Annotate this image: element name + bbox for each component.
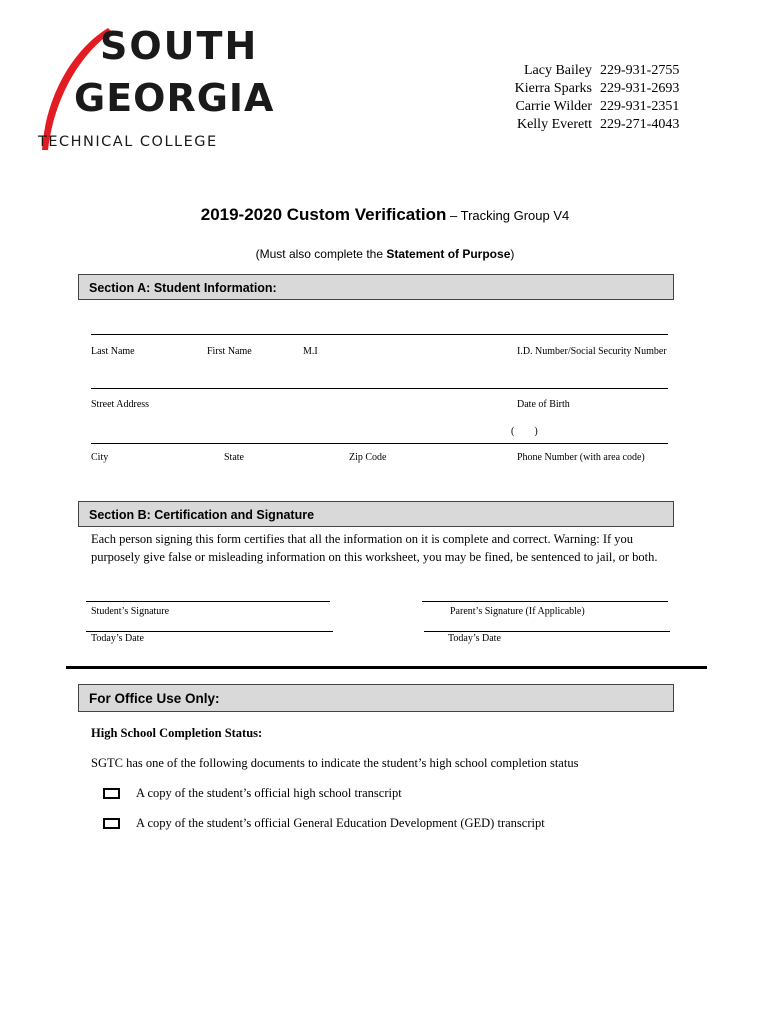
phone-number-label: Phone Number (with area code) [517, 452, 645, 463]
last-name-label: Last Name [91, 346, 135, 357]
page-subtitle [0, 247, 770, 261]
city-line[interactable] [91, 443, 668, 444]
first-name-label: First Name [207, 346, 252, 357]
transcript-checkbox[interactable] [103, 788, 120, 799]
date-of-birth-label: Date of Birth [517, 399, 570, 410]
contact-phone: 229-271-4043 [600, 117, 680, 132]
contact-phone: 229-931-2351 [600, 99, 680, 114]
contact-row [500, 98, 679, 116]
transcript-option-label: A copy of the student’s official high school transcript [136, 786, 402, 800]
certification-text: Each person signing this form certifies that all the information on it is complete and correct. Warning: If you purposely give false or misleading information on this worksheet, you may be fined, be sentenced to jail, or both. [91, 532, 658, 564]
contact-row [500, 80, 679, 98]
parent-date-label: Today’s Date [448, 633, 501, 644]
name-line[interactable] [91, 334, 668, 335]
contact-name: Carrie Wilder [515, 99, 592, 114]
contact-name: Lacy Bailey [523, 63, 592, 78]
student-signature-line[interactable] [86, 601, 330, 602]
college-logo [34, 24, 275, 156]
hs-completion-heading: High School Completion Status: [91, 726, 263, 740]
parent-signature-label: Parent’s Signature (If Applicable) [450, 606, 585, 617]
student-date-line[interactable] [86, 631, 333, 632]
address-line[interactable] [91, 388, 668, 389]
parent-signature-line[interactable] [422, 601, 668, 602]
phone-parens: ( ) [511, 426, 538, 437]
parent-date-line[interactable] [424, 631, 670, 632]
city-label: City [91, 452, 109, 463]
contact-name: Kelly Everett [516, 117, 592, 132]
contact-row [500, 116, 679, 134]
contact-phone: 229-931-2755 [600, 63, 680, 78]
state-label: State [224, 452, 244, 463]
ged-checkbox[interactable] [103, 818, 120, 829]
section-a-heading: Section A: Student Information: [78, 274, 674, 300]
contact-name: Kierra Sparks [514, 81, 592, 96]
hs-completion-intro: SGTC has one of the following documents to indicate the student’s high school completion status [91, 756, 579, 770]
ged-option-label: A copy of the student’s official General Education Development (GED) transcript [136, 816, 545, 830]
logo-georgia: GEORGIA [74, 76, 275, 120]
subtitle-prefix: (Must also complete the [255, 247, 387, 261]
street-address-label: Street Address [91, 399, 150, 410]
section-b-heading: Section B: Certification and Signature [78, 501, 674, 527]
office-divider [66, 666, 707, 669]
contact-row [500, 62, 679, 80]
id-number-label: I.D. Number/Social Security Number [517, 346, 667, 357]
contact-list [500, 62, 679, 134]
logo-technical-college: TECHNICAL COLLEGE [38, 134, 218, 150]
title-sub: – Tracking Group V4 [446, 208, 570, 223]
page-title [0, 205, 770, 225]
title-main: 2019-2020 Custom Verification [200, 205, 447, 224]
subtitle-bold: Statement of Purpose [386, 247, 511, 261]
office-use-heading: For Office Use Only: [78, 684, 674, 712]
logo-south: SOUTH [100, 24, 259, 68]
subtitle-suffix: ) [510, 247, 515, 261]
student-signature-label: Student’s Signature [91, 606, 170, 617]
zip-code-label: Zip Code [349, 452, 387, 463]
mi-label: M.I [303, 346, 318, 357]
student-date-label: Today’s Date [91, 633, 144, 644]
contact-phone: 229-931-2693 [600, 81, 680, 96]
